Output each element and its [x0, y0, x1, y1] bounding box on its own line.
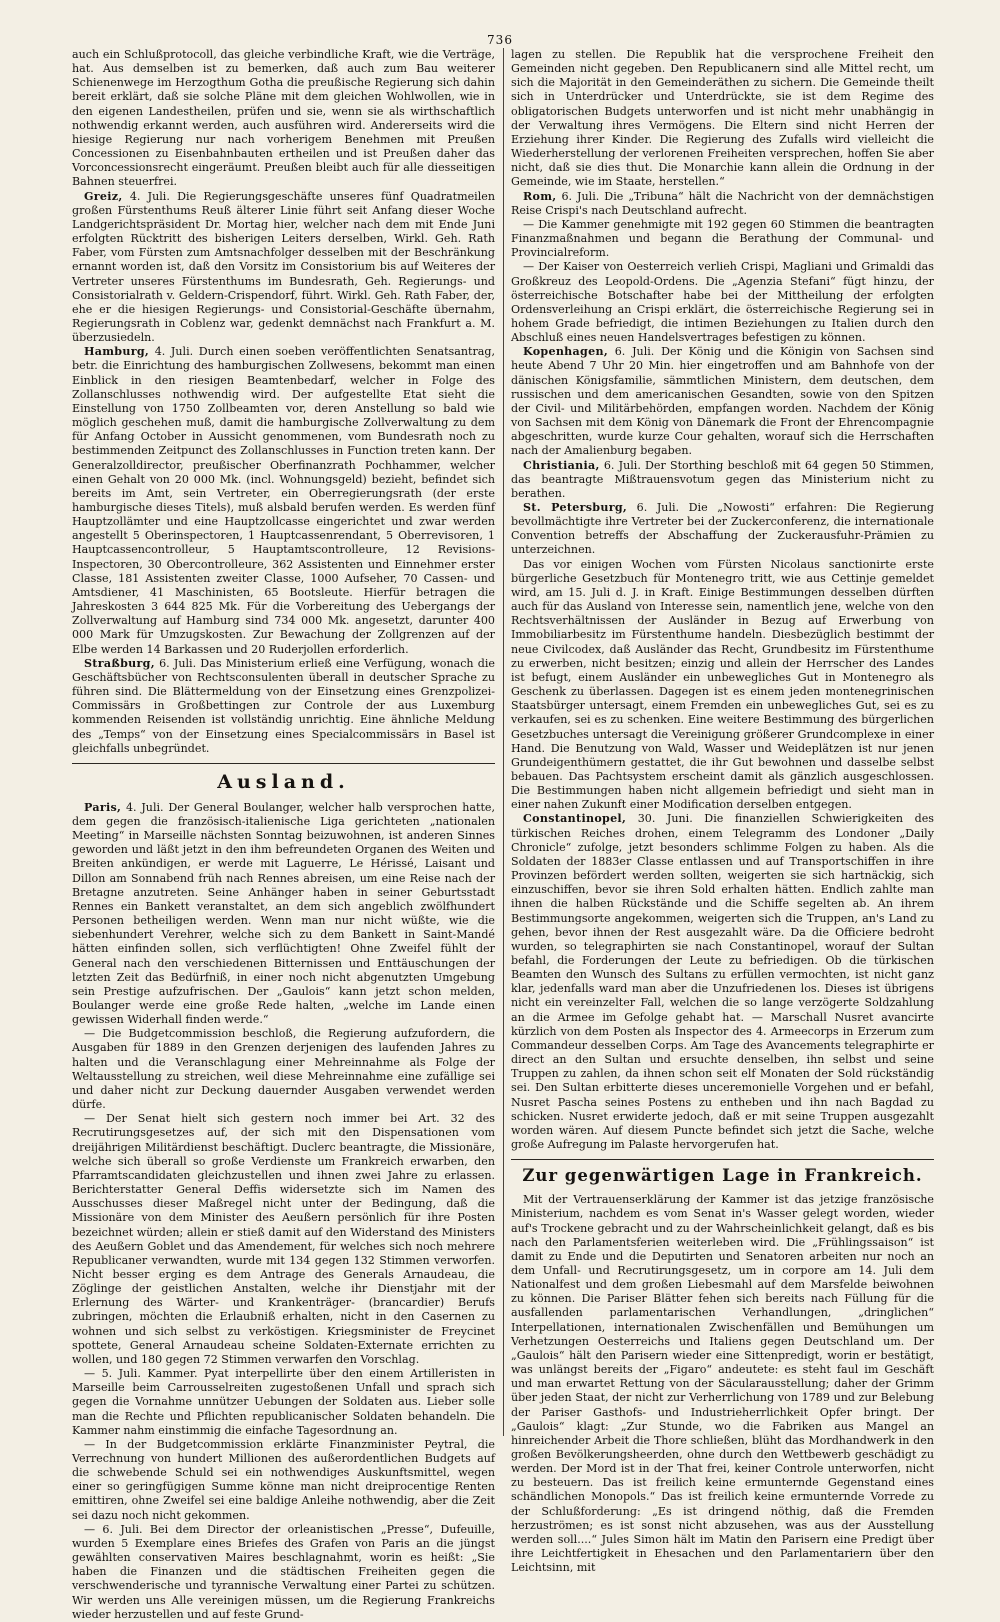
article-hamburg — [72, 345, 495, 656]
left-column — [72, 48, 495, 1621]
feature-heading — [511, 1159, 934, 1187]
dateline-petersburg: St. Petersburg, — [523, 501, 628, 514]
article-rom-text: 6. Juli. Die „Tribuna“ hält die Nachricht von der demnächstigen Reise Crispi's nach Deutschland aufrecht. — [511, 189, 934, 217]
article-greiz — [72, 190, 495, 346]
article-paris-budget: — Die Budgetcommission beschloß, die Regierung aufzufordern, die Ausgaben für 1889 in den Grenzen derjenigen des laufenden Jahres zu halten und die Veranschlagung einer Mehreinnahme als Folge der Weltausstellung zu streichen, weil diese Mehreinnahme eine zufällige sei und daher nicht zur Deckung dauernder Ausgaben verwendet werden dürfe. — [72, 1027, 495, 1112]
section-heading-text: Ausland. — [217, 770, 350, 793]
article-continuation-right: lagen zu stellen. Die Republik hat die versprochene Freiheit den Gemeinden nicht gegeben. Den Republicanern sind alle Mittel recht, um sich die Majorität in den Gemeinderäthen zu sichern. Die Gemeinde theilt sich in Unterdrücker und Unterdrückte, sie ist dem Regime des obligatorischen Budgets unterworfen und ist nicht mehr unabhängig in der Verwaltung ihres Vermögens. Die Eltern sind nicht Herren der Erziehung ihrer Kinder. Die Regierung des Zufalls wird vielleicht die Wiederherstellung der verlorenen Freiheiten versprechen, hoffen Sie aber nicht, daß sie dies thut. Die Monarchie kann allein die Ordnung in der Gemeinde, wie im Staate, herstellen.“ — [511, 48, 934, 189]
column-divider — [503, 48, 504, 1436]
dateline-hamburg: Hamburg, — [84, 345, 150, 359]
dateline-konstantinopel: Constantinopel, — [523, 812, 627, 826]
dateline-rom: Rom, — [523, 189, 557, 203]
article-paris-presse: — 6. Juli. Bei dem Director der orleanistischen „Presse“, Dufeuille, wurden 5 Exemplare eines Briefes des Grafen von Paris an die jüngst gewählten conservativen Maires beschlagnahmt, worin es heißt: „Sie haben die Finanzen und die städtischen Freiheiten gegen die verschwenderische und tyrannische Verwaltung einer Partei zu schützen. Wir werden uns Alle vereinigen müssen, um die Regierung Frankreichs wieder herzustellen und auf feste Grund- — [72, 1522, 495, 1621]
dateline-christiania: Christiania, — [523, 458, 600, 472]
article-paris-text: 4. Juli. Der General Boulanger, welcher halb versprochen hatte, dem gegen die französisch-italienische Liga gerichteten „nationalen Meeting“ in Marseille nächsten Sonntag beizuwohnen, ist anderen Sinnes geworden und läßt jetzt in den ihm befreundeten Organen des Weiten und Breiten ankündigen, er werde mit Laguerre, Le Hérissé, Laisant und Dillon am Sonnabend früh nach Rennes abreisen, um eine Reise nach der Bretagne anzutreten. Seine Anhänger haben in seiner Geburtsstadt Rennes ein Bankett veranstaltet, an dem sich angeblich zwölfhundert Personen betheiligen werden. Wenn man nur nicht wüßte, wie die siebenhundert Verehrer, welche sich zu dem Bankett in Saint-Mandé hätten einfinden sollen, sich verflüchtigten! Ohne Zweifel fühlt der General nach den verschiedenen Bitternissen und Enttäuschungen der letzten Zeit das Bedürfniß, in einer noch nicht abgenutzten Umgebung sein Prestige aufzufrischen. Der „Gaulois“ kann jetzt schon melden, Boulanger werde eine große Rede halten, „welche im Lande einen gewissen Widerhall finden werde.“ — [72, 800, 495, 1027]
article-rom-kammer: — Die Kammer genehmigte mit 192 gegen 60 Stimmen die beantragten Finanzmaßnahmen und begann die Berathung der Communal- und Provincialreform. — [511, 217, 934, 260]
article-strassburg-text: 6. Juli. Das Ministerium erließ eine Verfügung, wonach die Geschäftsbücher von Rechtsconsulenten überall in deutscher Sprache zu führen sind. Die Blättermeldung von der Einsetzung eines Grenzpolizei-Commissärs in Großbettingen zur Controle der aus Luxemburg kommenden Reisenden ist vollständig unrichtig. Eine ähnliche Meldung des „Temps“ von der Einsetzung eines Specialcommissärs in Basel ist gleichfalls unbegründet. — [72, 656, 495, 755]
article-montenegro: Das vor einigen Wochen vom Fürsten Nicolaus sanctionirte erste bürgerliche Gesetzbuch für Montenegro tritt, wie aus Cettinje gemeldet wird, am 15. Juli d. J. in Kraft. Einige Bestimmungen desselben dürften auch für das Ausland von Interesse sein, namentlich jene, welche von den Rechtsverhältnissen der Ausländer in Bezug auf Erwerbung von Immobiliarbesitz im Fürstenthume handeln. Diesbezüglich bestimmt der neue Civilcodex, daß Ausländer das Recht, Grundbesitz im Fürstenthume zu erwerben, nicht besitzen; einzig und allein der Herrscher des Landes ist befugt, einem Ausländer ein unbewegliches Gut in Montenegro als Geschenk zu überlassen. Dagegen ist es einem jeden montenegrinischen Staatsbürger untersagt, einem Fremden ein unbewegliches Gut, sei es zu verkaufen, sei es zu schenken. Eine weitere Bestimmung des bürgerlichen Gesetzbuches untersagt die Vereinigung größerer Grundcomplexe in einer Hand. Die Benutzung von Wald, Wasser und Weideplätzen ist nur jenen Grundeigenthümern gestattet, die ihr Gut bewohnen und dasselbe selbst bebauen. Das Pachtsystem erscheint damit als gänzlich ausgeschlossen. Die Bestimmungen haben nicht allgemein befriedigt und sieht man in einer nahen Zukunft einer Modification derselben entgegen. — [511, 557, 934, 812]
article-paris-senat: — Der Senat hielt sich gestern noch immer bei Art. 32 des Recrutirungsgesetzes auf, der sich mit den Dispensationen vom dreijährigen Militärdienst beschäftigt. Duclerc beantragte, die Missionäre, welche sich überall so große Verdienste um Frankreich erwarben, den Pfarramtscandidaten gleichzustellen und ihnen zwei Jahre zu erlassen. Berichterstatter General Deffis widersetzte sich im Namen des Ausschusses dieser Maßregel nicht unter der Bedingung, daß die Missionäre von dem Minister des Aeußern persönlich für ihre Posten bezeichnet würden; allein er stieß damit auf den Widerstand des Ministers des Aeußern Goblet und das Amendement, für welches sich noch mehrere Republicaner verwandten, wurde mit 134 gegen 132 Stimmen verworfen. Nicht besser erging es dem Antrage des Generals Arnaudeau, die Zöglinge der geistlichen Anstalten, welche ihr Dienstjahr mit der Erlernung des Wärter- und Krankenträger- (brancardier) Berufs zubringen, möchten die Erlaubniß erhalten, nicht in den Casernen zu wohnen und sich selbst zu verköstigen. Kriegsminister de Freycinet spottete, General Arnaudeau scheine Soldaten-Externate errichten zu wollen, und 180 gegen 72 Stimmen verwarfen den Vorschlag. — [72, 1112, 495, 1366]
article-christiania-text: 6. Juli. Der Storthing beschloß mit 64 gegen 50 Stimmen, das beantragte Mißtrauensvotum gegen das Ministerium nicht zu berathen. — [511, 458, 934, 500]
article-paris-kammer: — 5. Juli. Kammer. Pyat interpellirte über den einem Artilleristen in Marseille beim Carrousselreiten zugestoßenen Unfall und sprach sich gegen die Vornahme unnützer Uebungen der Soldaten aus. Lieber solle man die Rechte und Pflichten republicanischer Soldaten behandeln. Die Kammer nahm einstimmig die einfache Tagesordnung an. — [72, 1367, 495, 1437]
article-rom-orden: — Der Kaiser von Oesterreich verlieh Crispi, Magliani und Grimaldi das Großkreuz des Leopold-Ordens. Die „Agenzia Stefani“ fügt hinzu, der österreichische Botschafter habe bei der Mittheilung der erfolgten Ordensverleihung an Crispi erklärt, die österreichische Regierung sei in hohem Grade befriedigt, die intimen Beziehungen zu Italien durch den Abschluß eines neuen Handelsvertrages befestigen zu können. — [511, 260, 934, 345]
dateline-greiz: Greiz, — [84, 189, 123, 203]
article-kopenhagen-text: 6. Juli. Der König und die Königin von Sachsen sind heute Abend 7 Uhr 20 Min. hier eingetroffen und am Bahnhofe von der dänischen Königsfamilie, sämmtlichen Ministern, dem deutschen, dem russischen und dem americanischen Gesandten, sowie von den Spitzen der Civil- und Militärbehörden, empfangen worden. Nachdem der König von Sachsen mit dem König von Dänemark die Front der Ehrencompagnie abgeschritten, wurde kurze Cour gehalten, worauf sich die Herrschaften nach der Amalienburg begaben. — [511, 345, 934, 458]
article-greiz-text: 4. Juli. Die Regierungsgeschäfte unseres fünf Quadratmeilen großen Fürstenthums Reuß älterer Linie führt seit Anfang dieser Woche Landgerichtspräsident Dr. Mortag hier, welcher nach dem mit Ende Juni erfolgten Rücktritt des bisherigen Leiters derselben, Wirkl. Geh. Rath Faber, vom Fürsten zum Amtsnachfolger desselben mit der Beschränkung ernannt worden ist, daß den Vorsitz im Consistorium bis auf Weiteres der Vertreter unseres Fürstenthums im Bundesrath, Geh. Regierungs- und Consistorialrath v. Geldern-Crispendorf, führt. Wirkl. Geh. Rath Faber, der, ehe er die hiesigen Regierungs- und Consistorial-Geschäfte übernahm, Regierungsrath in Coblenz war, gedenkt demnächst nach Frankfurt a. M. überzusiedeln. — [72, 189, 495, 345]
article-kopenhagen — [511, 345, 934, 458]
article-konstantinopel — [511, 812, 934, 1152]
article-petersburg — [511, 501, 934, 558]
dateline-paris: Paris, — [84, 800, 122, 814]
article-paris-budgetcommission: — In der Budgetcommission erklärte Finanzminister Peytral, die Verrechnung von hundert Millionen des außerordentlichen Budgets auf die schwebende Schuld sei ein nothwendiges Auskunftsmittel, wegen einer so geringfügigen Summe könne man nicht dreiprocentige Renten emittiren, ohne Zweifel sei eine baldige Anleihe nothwendig, aber die Zeit sei dazu noch nicht gekommen. — [72, 1437, 495, 1522]
article-paris — [72, 801, 495, 1028]
article-rom — [511, 190, 934, 218]
two-column-layout — [72, 48, 934, 1621]
dateline-strassburg: Straßburg, — [84, 656, 155, 670]
article-petersburg-text: 6. Juli. Die „Nowosti“ erfahren: Die Regierung bevollmächtigte ihre Vertreter bei der Zuckerconferenz, die internationale Convention betreffs der Abschaffung der Zuckerausfuhr-Prämien zu unterzeichnen. — [511, 501, 934, 557]
dateline-kopenhagen: Kopenhagen, — [523, 345, 608, 359]
article-frankreich: Mit der Vertrauenserklärung der Kammer ist das jetzige französische Ministerium, nachdem es vom Senat in's Wasser gelegt worden, wieder auf's Trockene gebracht und zu der Wahrscheinlichkeit gelangt, daß es bis nach den Parlamentsferien weiterleben wird. Die „Frühlingssaison“ ist damit zu Ende und die Deputirten und Senatoren arbeiten nur noch an dem Unfall- und Recrutirungsgesetz, um in corpore am 14. Juli dem Nationalfest und dem großen Liebesmahl auf dem Marsfelde beiwohnen zu können. Die Pariser Blätter fehen sich bereits nach Füllung für die ausfallenden parlamentarischen Verhandlungen, „dringlichen“ Interpellationen, internationalen Zwischenfällen und Bemühungen um Verhetzungen Oesterreichs und Italiens gegen Deutschland um. Der „Gaulois“ hält den Parisern wieder eine Sittenpredigt, worin er bestätigt, was unlängst bereits der „Figaro“ andeutete: es steht faul im Geschäft und man erwartet Rettung von der Säcularausstellung; daher der Grimm über jeden Staat, der nicht zur Verherrlichung von 1789 und zur Belebung der Pariser Gasthofs- und Industrieherrlichkeit Opfer bringt. Der „Gaulois“ klagt: „Zur Stunde, wo die Fabriken aus Mangel an hinreichender Arbeit die Thore schließen, blüht das Mordhandwerk in den großen Bevölkerungsheerden, ohne durch den Wettbewerb geschädigt zu werden. Der Mord ist in der That frei, keiner Controle unterworfen, nicht zu besteuern. Das ist freilich keine ermunternde Gegenstand eines schändlichen Monopols.“ Das ist freilich keine ermunternde Vorrede zu der Schlußforderung: „Es ist dringend nöthig, daß die Fremden herzuströmen; es ist sonst nicht abzusehen, was aus der Ausstellung werden soll....“ Jules Simon hält im Matin den Parisern eine Predigt über ihre Leichtfertigkeit in Ehesachen und den Parlamentariern über den Leichtsinn, mit — [511, 1193, 934, 1575]
page-number: 736 — [487, 33, 513, 47]
article-strassburg — [72, 657, 495, 756]
article-continuation: auch ein Schlußprotocoll, das gleiche verbindliche Kraft, wie die Verträge, hat. Aus demselben ist zu bemerken, daß auch zum Bau weiterer Schienenwege im Herzogthum Gotha die preußische Regierung sich dahin bereit erklärt, daß sie solche Pläne mit dem gleichen Wohlwollen, wie in den eigenen Landestheilen, prüfen und sie, wenn sie als wirthschaftlich nothwendig erkannt werden, auch ausführen wird. Andererseits wird die hiesige Regierung nur nach vorherigem Benehmen mit Preußen Concessionen zu Eisenbahnbauten ertheilen und ist Preußen daher das Vorconcessionsrecht eingeräumt. Preußen bleibt auch für alle diesseitigen Bahnen steuerfrei. — [72, 48, 495, 189]
feature-heading-text: Zur gegenwärtigen Lage in Frankreich. — [522, 1166, 923, 1186]
article-christiania — [511, 459, 934, 501]
article-hamburg-text: 4. Juli. Durch einen soeben veröffentlichten Senatsantrag, betr. die Einrichtung des hamburgischen Zollwesens, bekommt man einen Einblick in den riesigen Beamtenbedarf, welcher in Folge des Zollanschlusses nothwendig wird. Der aufgestellte Etat sieht die Einstellung von 1750 Zollbeamten vor, deren Anstellung so bald wie möglich geschehen muß, damit die hamburgische Zollverwaltung zu dem für Anfang October in Aussicht genommenen, vom Bundesrath noch zu bestimmenden Zeitpunct des Zollanschlusses in Function treten kann. Der Generalzolldirector, preußischer Oberfinanzrath Pochhammer, welcher einen Gehalt von 20 000 Mk. (incl. Wohnungsgeld) bezieht, befindet sich bereits im Amt, sein Vertreter, ein Oberregierungsrath (der erste hamburgische dieses Titels), muß alsbald berufen werden. Es werden fünf Hauptzollämter und eine Hauptzollcasse eingerichtet und zwar werden angestellt 5 Oberinspectoren, 1 Hauptcassenrendant, 5 Oberrevisoren, 1 Hauptcassencontrolleur, 5 Hauptamtscontrolleure, 12 Revisions-Inspectoren, 30 Obercontrolleure, 362 Assistenten und Einnehmer erster Classe, 181 Assistenten zweiter Classe, 1000 Aufseher, 70 Cassen- und Amtsdiener, 41 Maschinisten, 65 Bootsleute. Hierfür betragen die Jahreskosten 3 644 825 Mk. Für die Vorbereitung des Uebergangs der Zollverwaltung auf Hamburg sind 734 000 Mk. angesetzt, darunter 400 000 Mark für Umzugskosten. Zur Bewachung der Zollgrenzen auf der Elbe werden 14 Barkassen und 20 Ruderjollen erforderlich. — [72, 345, 495, 656]
section-heading-ausland — [72, 763, 495, 794]
right-column — [511, 48, 934, 1575]
article-konstantinopel-text: 30. Juni. Die finanziellen Schwierigkeiten des türkischen Reiches drohen, einem Telegramm des Londoner „Daily Chronicle“ zufolge, jetzt besonders schlimme Folgen zu haben. Als die Soldaten der 1883er Classe entlassen und auf Transportschiffen in ihre Provinzen befördert werden sollten, weigerten sie sich hartnäckig, sich einzuschiffen, bevor sie ihren Sold erhalten hätten. Endlich zahlte man ihnen die halben Rückstände und die Schiffe segelten ab. An ihrem Bestimmungsorte angekommen, weigerten sich die Truppen, an's Land zu gehen, bevor ihnen der Rest ausgezahlt wäre. Da die Officiere bedroht wurden, so telegraphirten sie nach Constantinopel, worauf der Sultan befahl, die Forderungen der Leute zu befriedigen. Ob die türkischen Beamten den Wunsch des Sultans zu erfüllen vermochten, ist nicht ganz klar, jedenfalls ward man aber die Unzufriedenen los. Dieses ist übrigens nicht ein vereinzelter Fall, welchen die so lange verzögerte Soldzahlung an die Armee im Gefolge gehabt hat. — Marschall Nusret avancirte kürzlich von dem Posten als Inspector des 4. Armeecorps in Erzerum zum Commandeur desselben Corps. Am Tage des Avancements telegraphirte er direct an den Sultan und ersuchte denselben, ihn selbst und seine Truppen zu zahlen, da ihnen schon seit elf Monaten der Sold rückständig sei. Den Sultan erbitterte dieses unceremonielle Vorgehen und er befahl, Nusret Pascha seines Postens zu entheben und ihn nach Bagdad zu schicken. Nusret erwiderte jedoch, daß er mit seine Truppen ausgezahlt worden wären. Auf diesem Puncte befindet sich jetzt die Sache, welche große Aufregung im Palaste hervorgerufen hat. — [511, 812, 934, 1152]
